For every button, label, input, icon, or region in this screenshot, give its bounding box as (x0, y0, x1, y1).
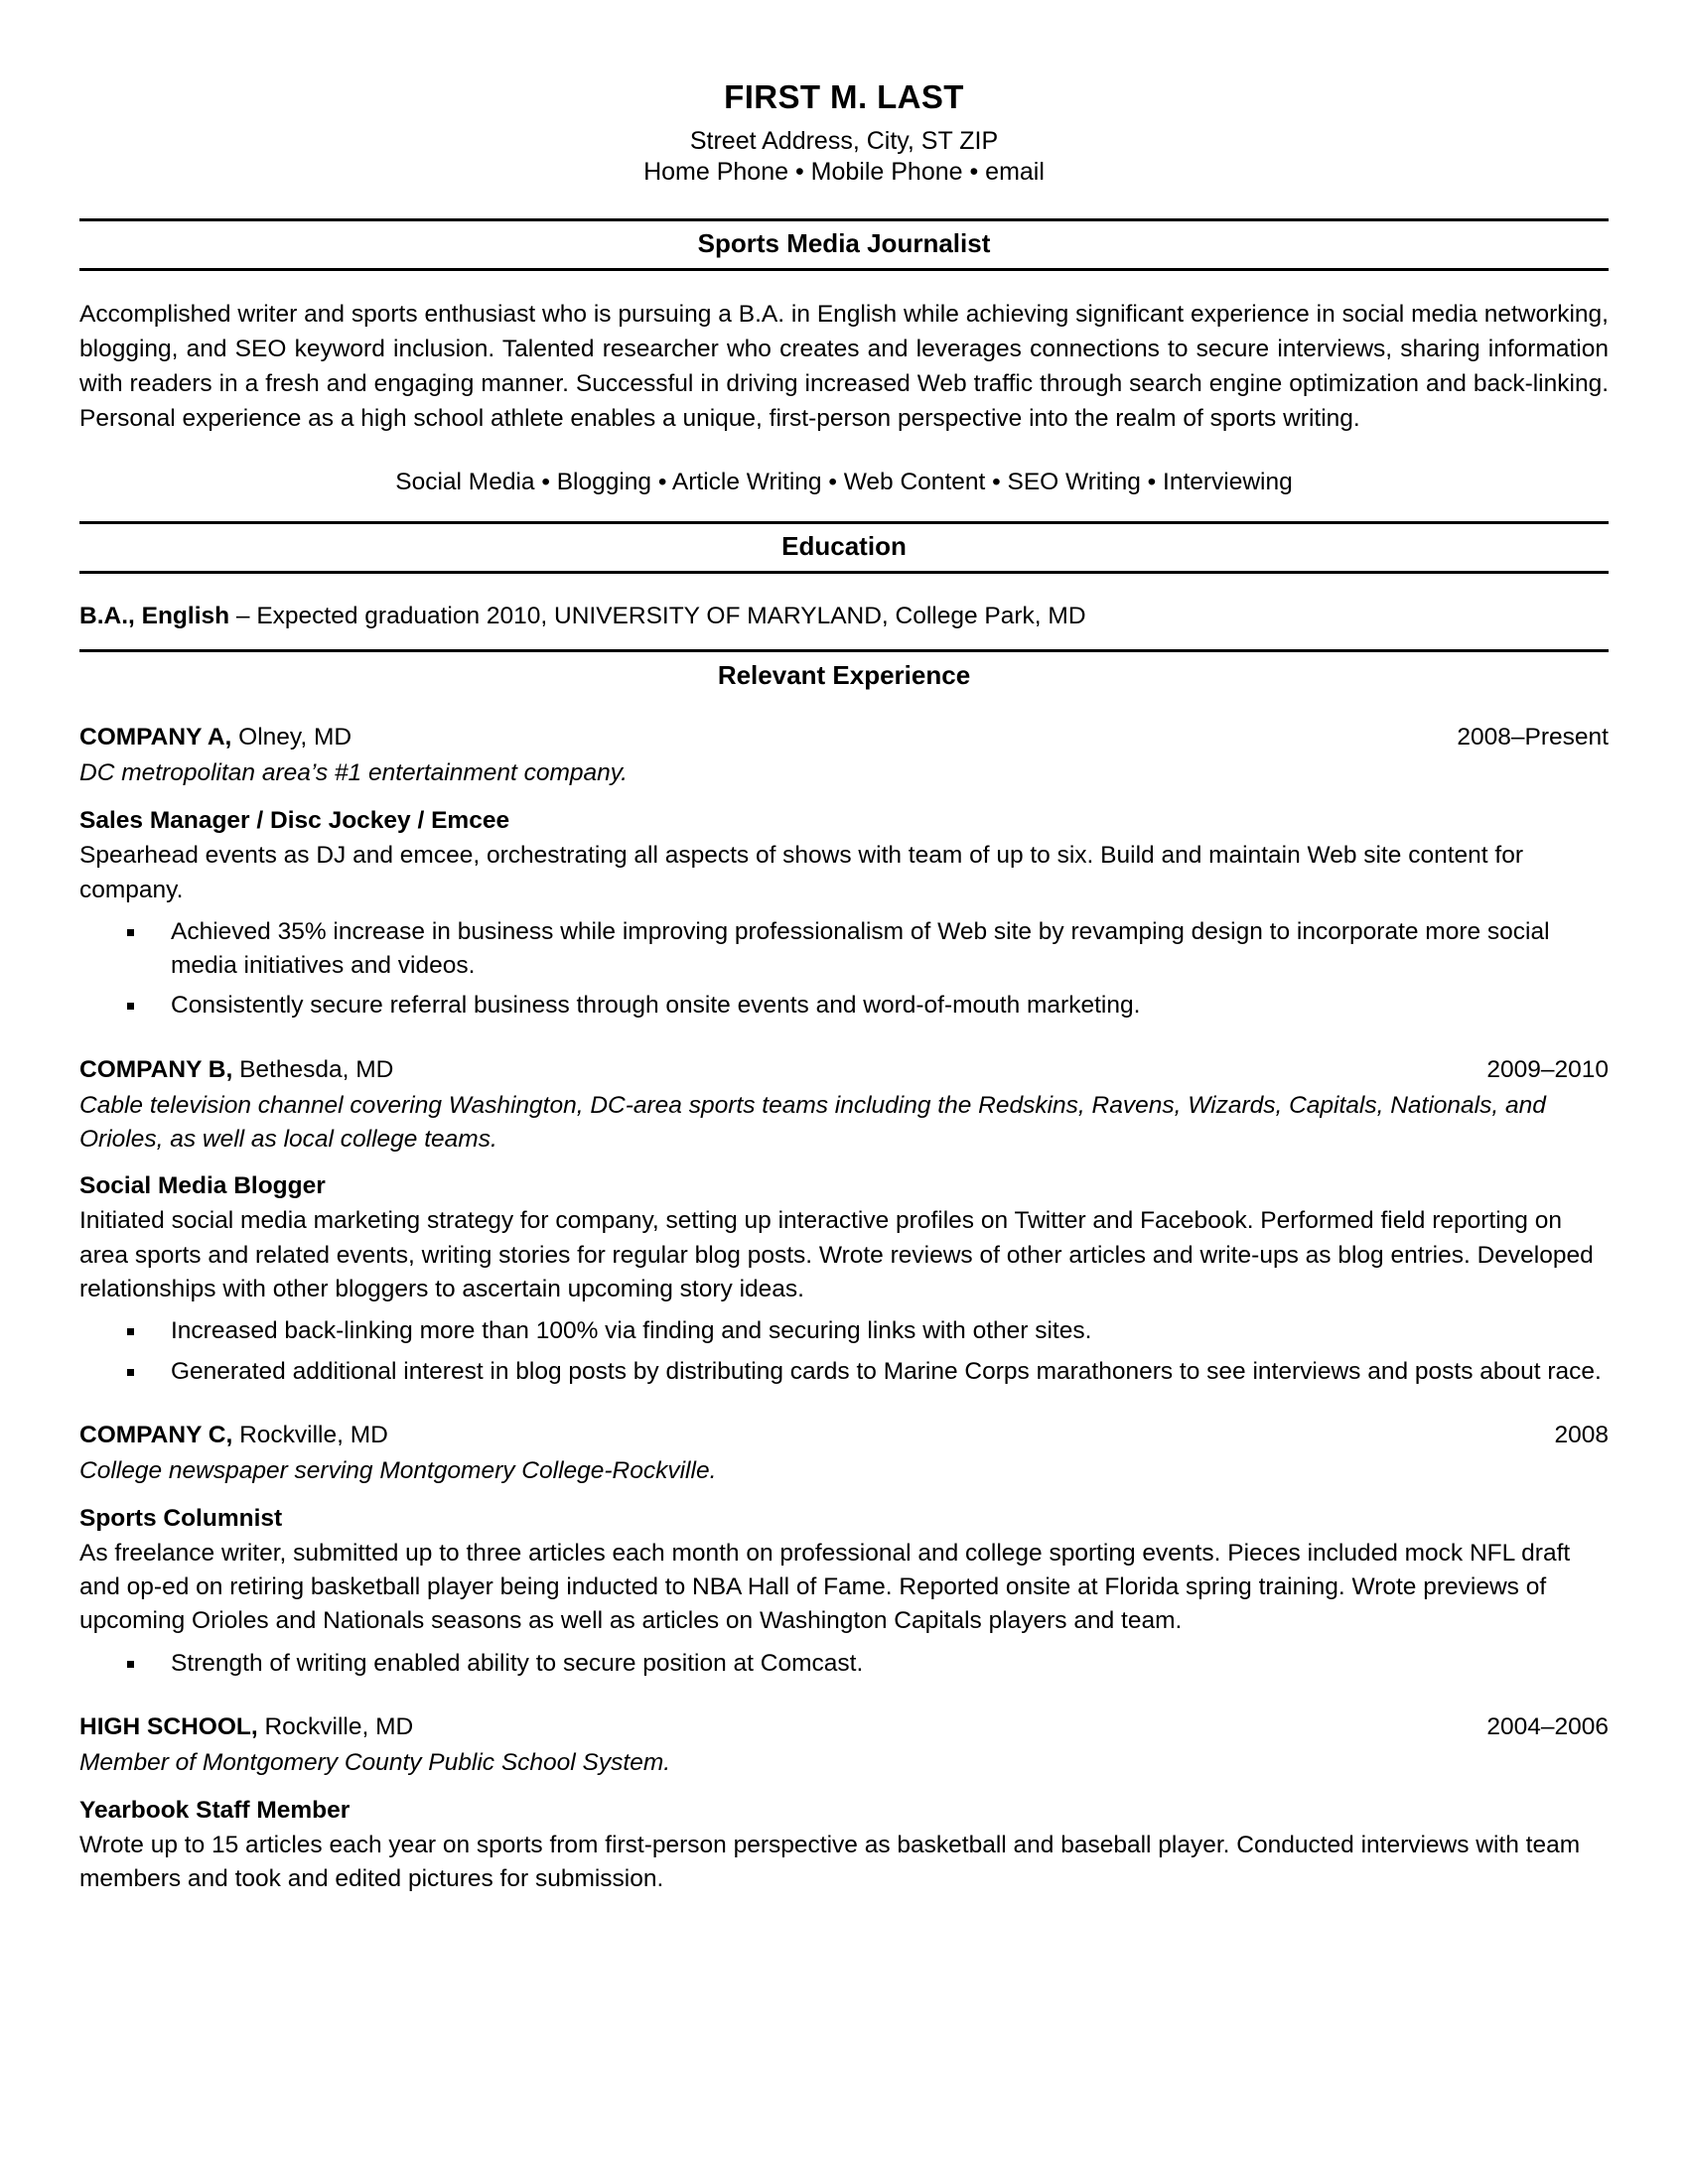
job-org-description: Member of Montgomery County Public School System. (79, 1749, 671, 1777)
bullet-text: Strength of writing enabled ability to secure position at Comcast. (171, 1649, 864, 1677)
summary-paragraph: Accomplished writer and sports enthusiast who is pursuing a B.A. in English while achieving significant experience in social media networking, blogging, and SEO keyword inclusion. Talented researcher who creates and leverages connections to secure interviews, sharing information with readers in a fresh and engaging manner. Successful in driving increased Web traffic through search engine optimization and back-linking. Personal experience as a high school athlete enables a unique, first-person perspective into the realm of sports writing. (79, 300, 1609, 432)
skills-keyword-line: Social Media • Blogging • Article Writing • Web Content • SEO Writing • Interviewing (395, 468, 1293, 495)
job-bullet-list (79, 1647, 1609, 1681)
job-org-line (79, 1053, 393, 1086)
job-body-text: As freelance writer, submitted up to three articles each month on professional and college sporting events. Pieces included mock NFL draft and op-ed on retiring basketball player being inducted to NBA Hall of Fame. Reported onsite at Florida spring training. Wrote previews of upcoming Orioles and Nationals seasons as well as articles on Washington Capitals players and team. (79, 1539, 1571, 1635)
experience-item (79, 1710, 1609, 1897)
job-org-line (79, 1419, 388, 1451)
list-item (79, 915, 1609, 984)
job-body-text: Spearhead events as DJ and emcee, orchestrating all aspects of shows with team of up to six. Build and maintain Web site content for company. (79, 842, 1523, 903)
job-bullet-list (79, 1314, 1609, 1389)
job-header-row (79, 1710, 1609, 1743)
job-header-row (79, 1419, 1609, 1451)
square-bullet-icon (127, 1003, 134, 1010)
job-header-row (79, 721, 1609, 753)
list-item (79, 989, 1609, 1023)
list-item (79, 1314, 1609, 1348)
experience-item (79, 1053, 1609, 1389)
job-dates: 2008–Present (1457, 724, 1609, 751)
experience-item (79, 1419, 1609, 1681)
square-bullet-icon (127, 1369, 134, 1376)
square-bullet-icon (127, 1328, 134, 1335)
education-degree: B.A., English (79, 603, 230, 630)
address-line: Street Address, City, ST ZIP (689, 126, 999, 155)
job-location: Rockville, MD (232, 1421, 388, 1448)
job-org-line (79, 721, 352, 753)
job-role-title: Sports Columnist (79, 1504, 283, 1532)
education-section-title: Education (781, 531, 907, 562)
experience-list (79, 721, 1609, 1896)
job-location: Olney, MD (231, 724, 352, 751)
job-dates: 2004–2006 (1486, 1713, 1609, 1741)
job-org: HIGH SCHOOL, (79, 1713, 258, 1741)
job-org-description: DC metropolitan area’s #1 entertainment company. (79, 759, 628, 787)
job-body-text: Wrote up to 15 articles each year on sports from first-person perspective as basketball and baseball player. Conducted interviews with team members and took and edited pictures for submission. (79, 1831, 1581, 1893)
job-dates: 2009–2010 (1486, 1055, 1609, 1083)
contact-line: Home Phone • Mobile Phone • email (643, 158, 1045, 187)
job-role-title: Sales Manager / Disc Jockey / Emcee (79, 807, 510, 835)
job-org-description: Cable television channel covering Washington, DC-area sports teams including the Redskins, Ravens, Wizards, Capitals, Nationals, and Orioles, as well as local college teams. (79, 1091, 1546, 1153)
square-bullet-icon (127, 1661, 134, 1668)
education-section-bar (79, 521, 1609, 574)
square-bullet-icon (127, 929, 134, 936)
resume-header (79, 77, 1609, 189)
target-title: Sports Media Journalist (697, 227, 991, 258)
page-title: FIRST M. LAST (724, 78, 964, 115)
job-org-line (79, 1710, 413, 1743)
job-dates: 2008 (1554, 1421, 1609, 1448)
bullet-text: Generated additional interest in blog posts by distributing cards to Marine Corps marathoners to see interviews and posts about race. (171, 1357, 1602, 1385)
bullet-text: Achieved 35% increase in business while improving professionalism of Web site by revamping design to incorporate more social media initiatives and videos. (171, 917, 1550, 980)
job-header-row (79, 1053, 1609, 1086)
job-org: COMPANY A, (79, 724, 232, 751)
list-item (79, 1647, 1609, 1681)
job-org-description: College newspaper serving Montgomery College-Rockville. (79, 1456, 717, 1484)
experience-section-bar (79, 649, 1609, 695)
education-detail: – Expected graduation 2010, UNIVERSITY OF MARYLAND, College Park, MD (229, 603, 1086, 630)
bullet-text: Increased back-linking more than 100% via finding and securing links with other sites. (171, 1317, 1092, 1345)
education-entry (79, 600, 1609, 633)
job-location: Bethesda, MD (232, 1055, 394, 1083)
job-bullet-list (79, 915, 1609, 1024)
job-location: Rockville, MD (257, 1713, 414, 1741)
bullet-text: Consistently secure referral business through onsite events and word-of-mouth marketing. (171, 992, 1141, 1020)
target-title-bar (79, 218, 1609, 271)
job-body-text: Initiated social media marketing strategy for company, setting up interactive profiles on Twitter and Facebook. Performed field reporting on area sports and related events, writing stories for regular blog posts. Wrote reviews of other articles and write-ups as blog entries. Developed relationships with other bloggers to ascertain upcoming story ideas. (79, 1207, 1594, 1303)
experience-item (79, 721, 1609, 1023)
summary-section (79, 297, 1609, 499)
job-role-title: Social Media Blogger (79, 1172, 326, 1200)
job-org: COMPANY C, (79, 1421, 233, 1448)
job-role-title: Yearbook Staff Member (79, 1796, 351, 1824)
experience-section-title: Relevant Experience (717, 660, 971, 691)
list-item (79, 1355, 1609, 1389)
job-org: COMPANY B, (79, 1055, 233, 1083)
